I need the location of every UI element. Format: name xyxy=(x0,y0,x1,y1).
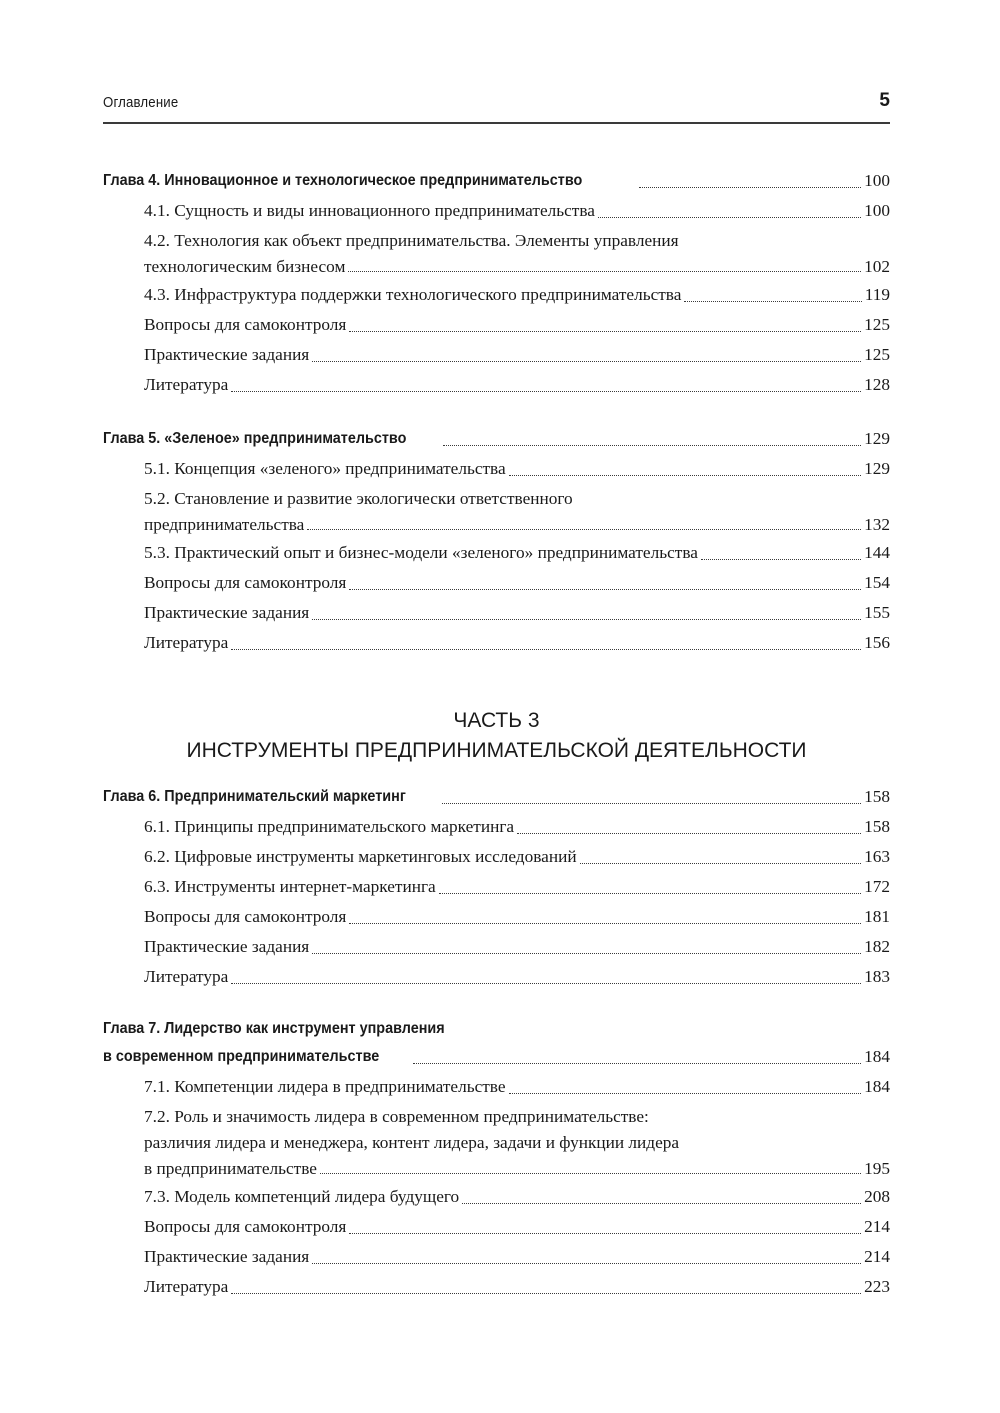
toc-chapter-6 xyxy=(103,782,890,992)
toc-chapter-7 xyxy=(103,1016,890,1302)
toc-entry[interactable]: Литература 183 xyxy=(144,967,890,986)
toc-entry[interactable]: 6.1. Принципы предпринимательского маркетинга 158 xyxy=(144,817,890,836)
toc-chapter-heading[interactable]: Глава 4. Инновационное и технологическое предпринимательство 100 xyxy=(103,171,890,190)
toc-entry[interactable]: Практические задания 155 xyxy=(144,603,890,622)
part-title: ИНСТРУМЕНТЫ ПРЕДПРИНИМАТЕЛЬСКОЙ ДЕЯТЕЛЬНОСТИ xyxy=(186,739,807,762)
toc-chapter-heading[interactable]: Глава 7. Лидерство как инструмент управления в современном предпринимательстве 184 xyxy=(103,1020,890,1066)
toc-entry[interactable]: Литература 156 xyxy=(144,633,890,652)
toc-chapter-heading[interactable]: Глава 5. «Зеленое» предпринимательство 129 xyxy=(103,429,890,448)
toc-entry[interactable]: Практические задания 214 xyxy=(144,1247,890,1266)
toc-chapter-heading[interactable]: Глава 6. Предпринимательский маркетинг 158 xyxy=(103,787,890,806)
toc-entry[interactable]: Вопросы для самоконтроля 214 xyxy=(144,1217,890,1236)
table-of-contents xyxy=(103,166,890,1326)
toc-entry[interactable]: 7.3. Модель компетенций лидера будущего 208 xyxy=(144,1187,890,1206)
toc-entry[interactable]: 6.2. Цифровые инструменты маркетинговых исследований 163 xyxy=(144,847,890,866)
toc-entry[interactable]: Вопросы для самоконтроля 125 xyxy=(144,315,890,334)
toc-entry[interactable]: Вопросы для самоконтроля 181 xyxy=(144,907,890,926)
running-header xyxy=(103,88,890,124)
toc-entry[interactable]: 4.1. Сущность и виды инновационного предпринимательства 100 xyxy=(144,201,890,220)
toc-entry[interactable]: 5.2. Становление и развитие экологически ответственного предпринимательства 132 xyxy=(144,489,890,534)
toc-entry[interactable]: 6.3. Инструменты интернет-маркетинга 172 xyxy=(144,877,890,896)
part-label: ЧАСТЬ 3 xyxy=(453,709,540,732)
toc-entry[interactable]: 7.1. Компетенции лидера в предпринимательстве 184 xyxy=(144,1077,890,1096)
toc-entry[interactable]: 7.2. Роль и значимость лидера в современном предпринимательстве: различия лидера и менеджера, контент лидера, задачи и функции лидера в предпринимательстве 195 xyxy=(144,1107,890,1178)
toc-entry[interactable]: Литература 223 xyxy=(144,1277,890,1296)
toc-entry[interactable]: Литература 128 xyxy=(144,375,890,394)
part-heading xyxy=(103,706,890,766)
toc-chapter-4 xyxy=(103,166,890,400)
toc-entry[interactable]: 5.1. Концепция «зеленого» предпринимательства 129 xyxy=(144,459,890,478)
toc-entry[interactable]: Практические задания 182 xyxy=(144,937,890,956)
header-title: Оглавление xyxy=(103,94,179,111)
toc-entry[interactable]: 5.3. Практический опыт и бизнес-модели «зеленого» предпринимательства 144 xyxy=(144,543,890,562)
toc-entry[interactable]: Практические задания 125 xyxy=(144,345,890,364)
toc-entry[interactable]: 4.3. Инфраструктура поддержки технологического предпринимательства 119 xyxy=(144,285,890,304)
toc-chapter-5 xyxy=(103,424,890,658)
toc-entry[interactable]: Вопросы для самоконтроля 154 xyxy=(144,573,890,592)
toc-entry[interactable]: 4.2. Технология как объект предпринимательства. Элементы управления технологическим бизнесом 102 xyxy=(144,231,890,276)
page-number: 5 xyxy=(879,90,890,111)
